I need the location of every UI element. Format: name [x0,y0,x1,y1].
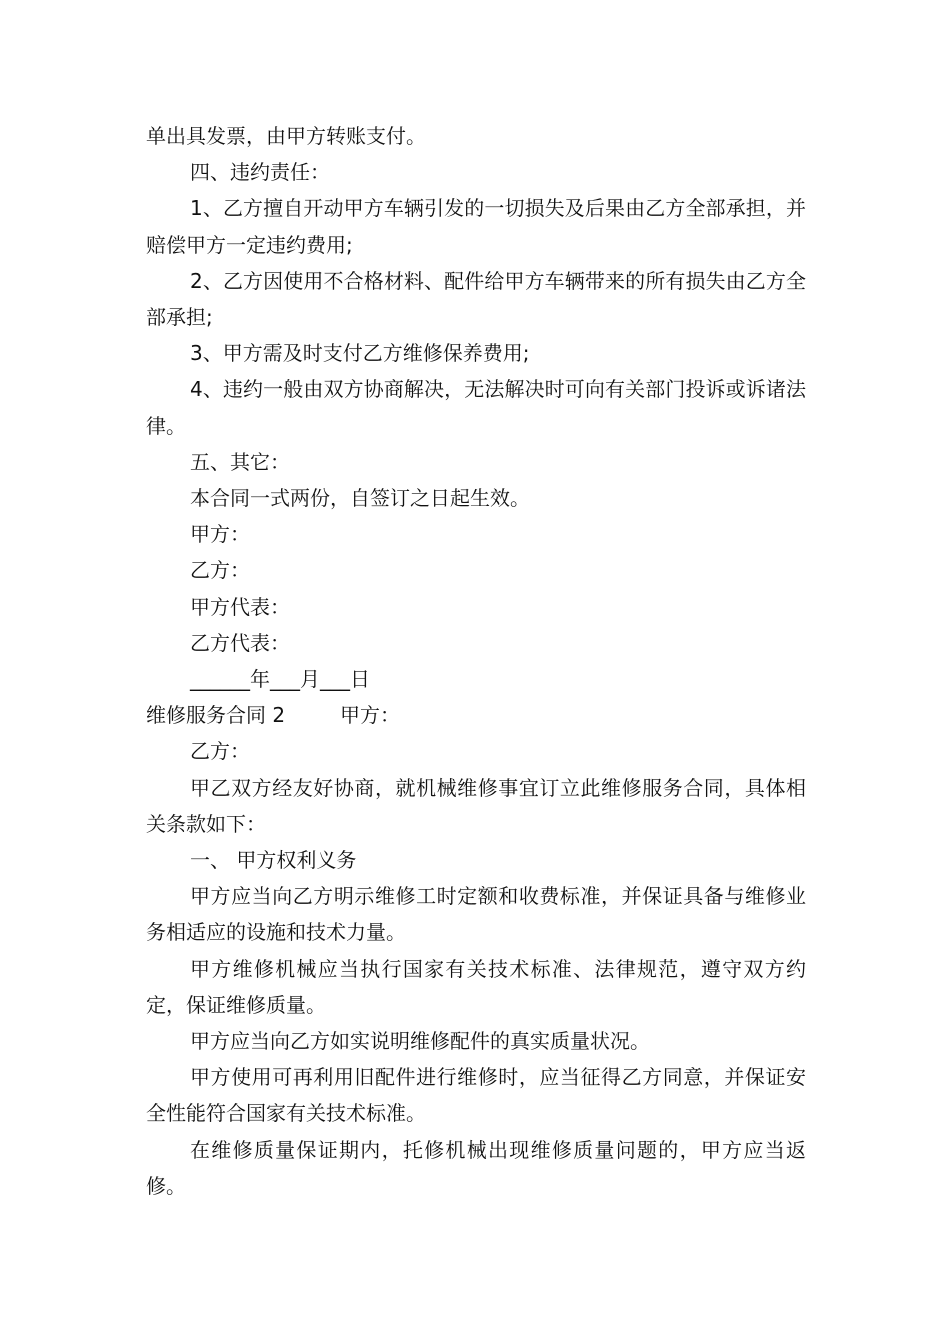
paragraph: 甲乙双方经友好协商，就机械维修事宜订立此维修服务合同，具体相关条款如下： [146,775,806,836]
paragraph: 甲方维修机械应当执行国家有关技术标准、法律规范，遵守双方约定，保证维修质量。 [146,956,806,1017]
signature-line: 甲方代表： [190,594,290,619]
document-body [146,118,806,1204]
contract2-heading [146,697,806,733]
paragraph: 甲方应当向乙方如实说明维修配件的真实质量状况。 [190,1029,650,1054]
paragraph: 甲方使用可再利用旧配件进行维修时，应当征得乙方同意，并保证安全性能符合国家有关技术标准。 [146,1065,806,1126]
paragraph: 单出具发票，由甲方转账支付。 [146,124,426,148]
section-heading: 一、 甲方权利义务 [190,848,357,873]
paragraph: 4、违约一般由双方协商解决，无法解决时可向有关部门投诉或诉诸法律。 [146,377,806,438]
contract2-party-a: 甲方： [340,703,400,728]
paragraph: 本合同一式两份，自签订之日起生效。 [190,486,530,511]
section-heading: 五、其它： [190,449,290,474]
date-line: ______年___月___日 [190,667,370,692]
section-heading: 四、违约责任： [190,160,330,185]
paragraph: 2、乙方因使用不合格材料、配件给甲方车辆带来的所有损失由乙方全部承担; [146,268,806,330]
paragraph: 1、乙方擅自开动甲方车辆引发的一切损失及后果由乙方全部承担，并赔偿甲方一定违约费用; [146,196,806,257]
contract2-title: 维修服务合同 2 [146,703,286,728]
signature-line: 乙方代表： [190,630,290,655]
paragraph: 3、甲方需及时支付乙方维修保养费用; [190,341,530,366]
signature-line: 乙方： [190,739,250,764]
paragraph: 在维修质量保证期内，托修机械出现维修质量问题的，甲方应当返修。 [146,1137,806,1198]
paragraph: 甲方应当向乙方明示维修工时定额和收费标准，并保证具备与维修业务相适应的设施和技术力量。 [146,884,806,945]
signature-line: 乙方： [190,558,250,583]
signature-line: 甲方： [190,522,250,547]
